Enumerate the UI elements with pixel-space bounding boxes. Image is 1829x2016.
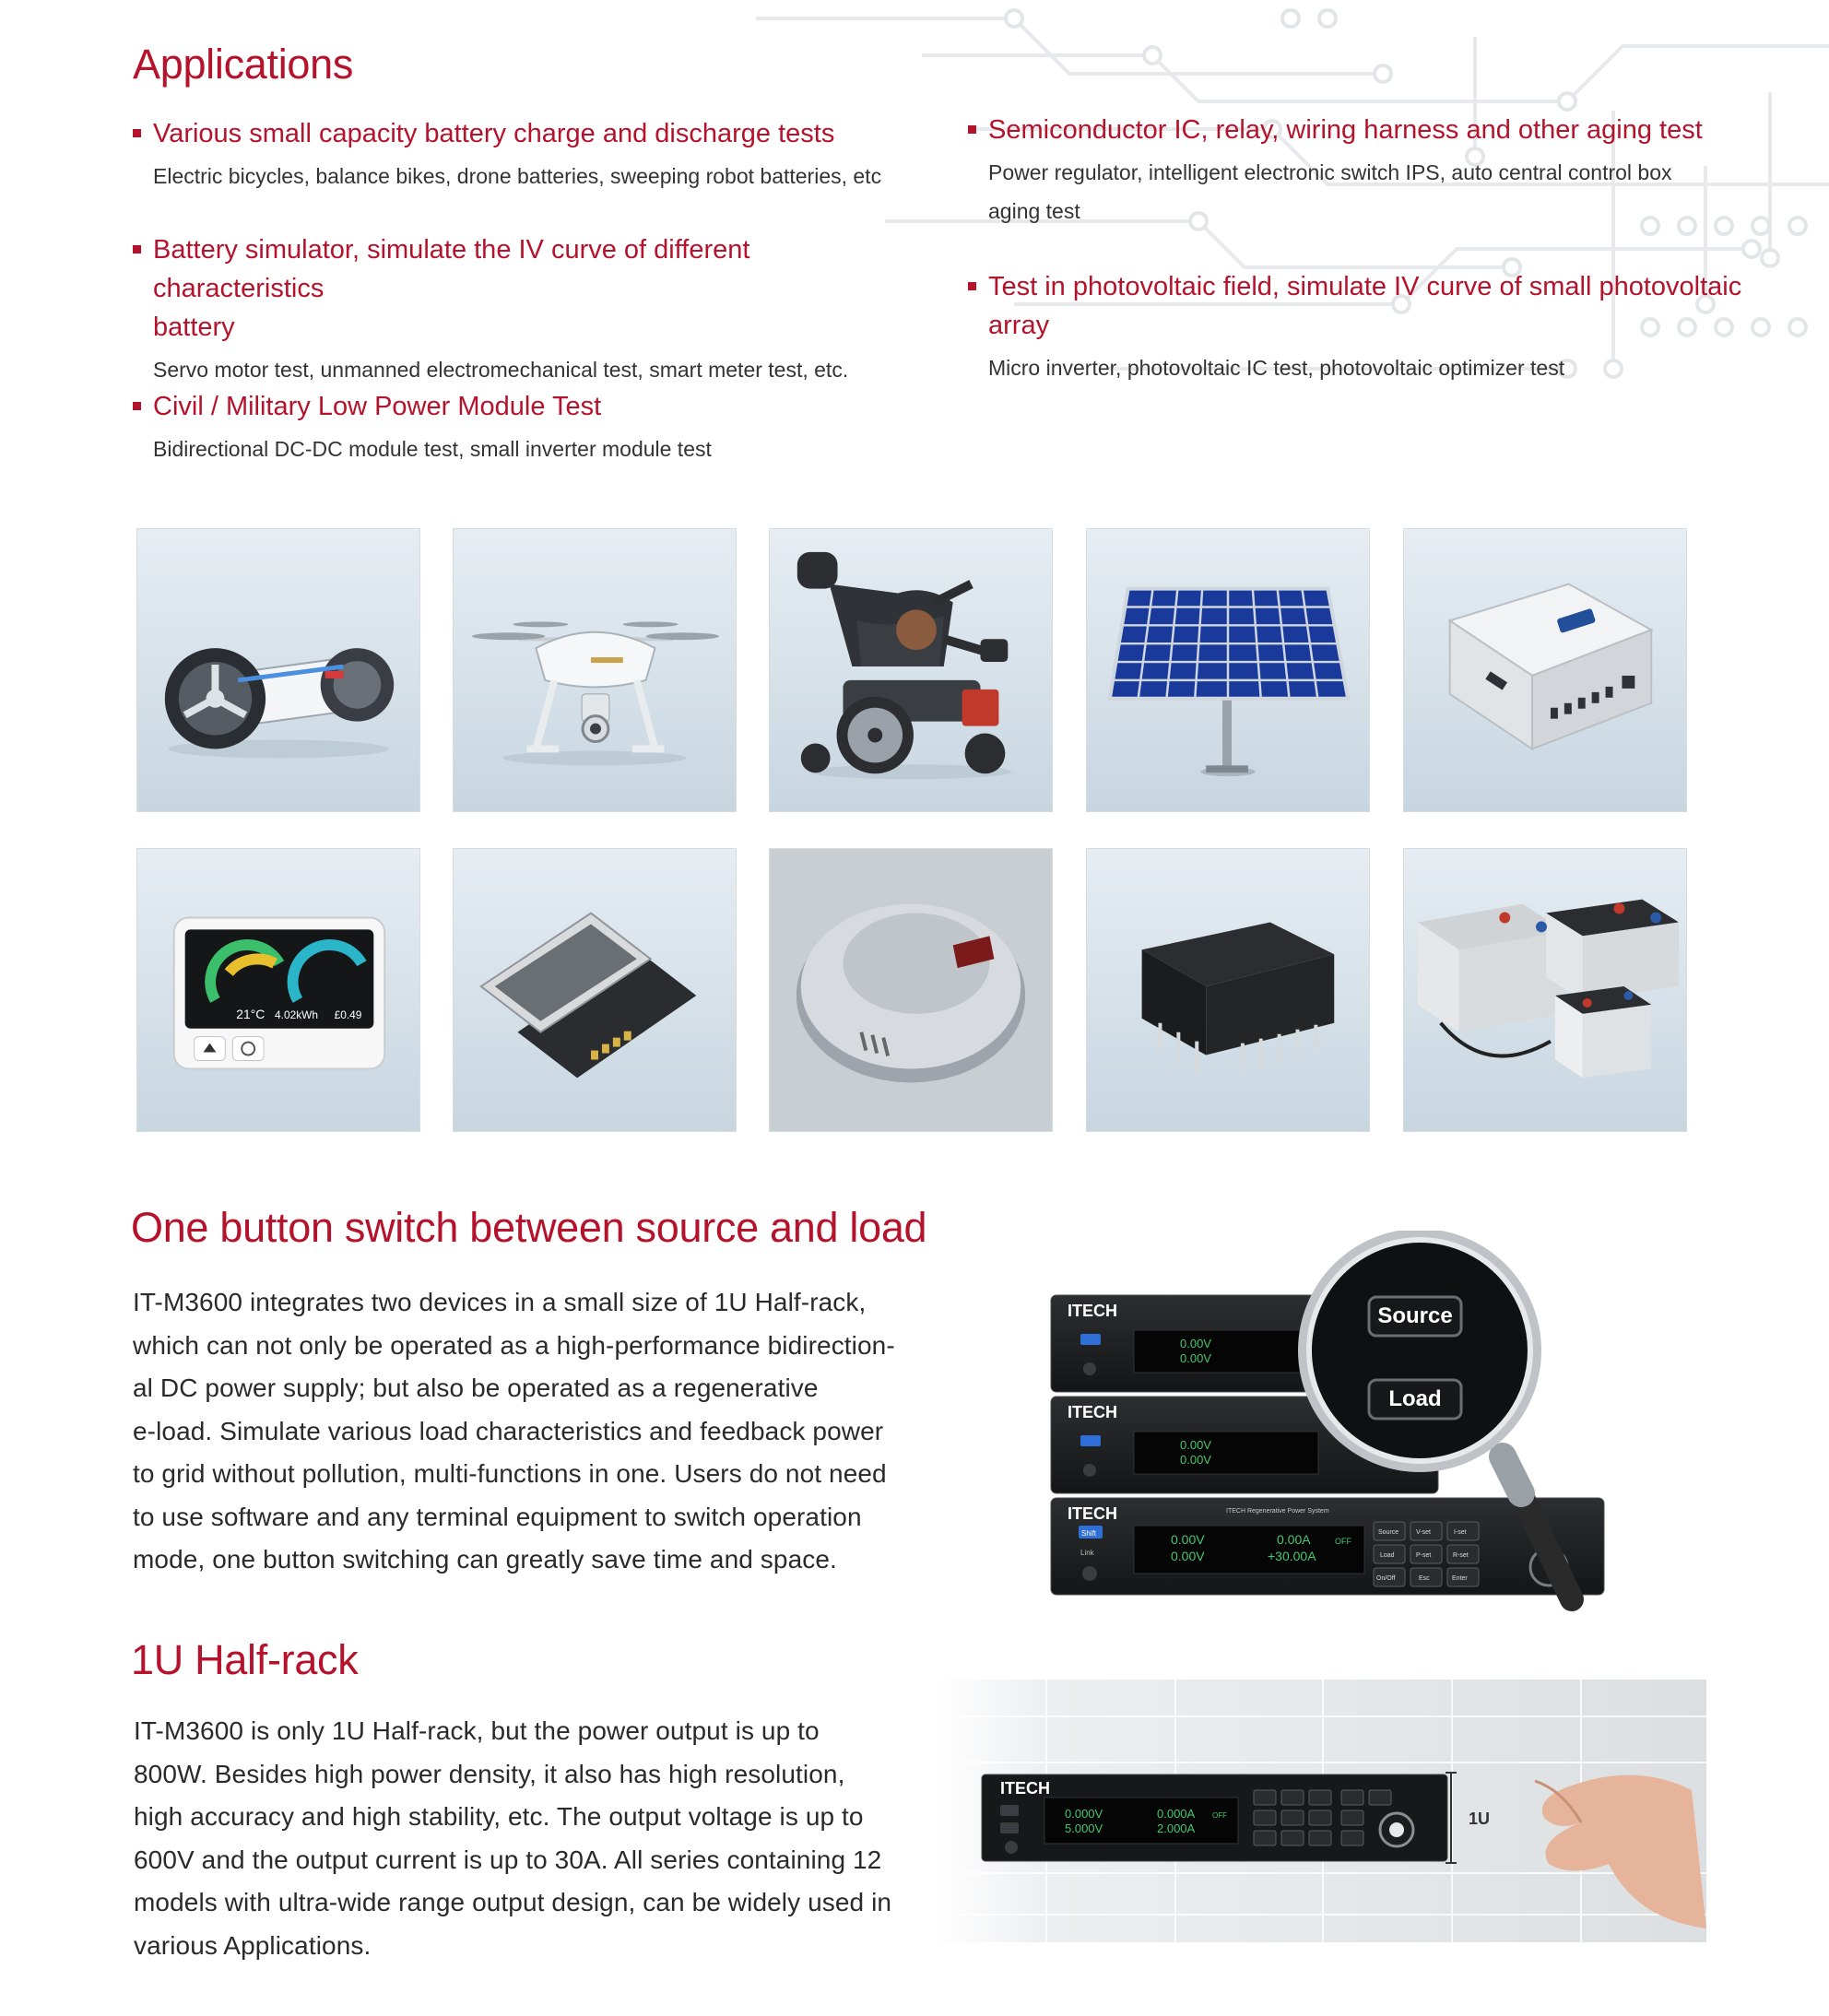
bullet-icon bbox=[133, 129, 141, 137]
meter-temperature: 21°C bbox=[236, 1006, 266, 1021]
paragraph-line: various Applications. bbox=[134, 1930, 372, 1960]
application-description: Electric bicycles, balance bikes, drone batteries, sweeping robot batteries, etc bbox=[153, 164, 882, 188]
stacked-instruments-image bbox=[1042, 1231, 1613, 1627]
svg-text:OFF: OFF bbox=[1212, 1811, 1227, 1820]
robot-vacuum-image bbox=[769, 848, 1053, 1132]
application-title: Test in photovoltaic field, simulate IV curve of small photovoltaic bbox=[988, 272, 1742, 301]
svg-text:Esc: Esc bbox=[1419, 1575, 1430, 1582]
half-rack-paragraph bbox=[134, 1710, 890, 1967]
solar-panel-image bbox=[1086, 528, 1370, 812]
application-description: Bidirectional DC-DC module test, small inverter module test bbox=[153, 437, 712, 461]
svg-text:Link: Link bbox=[1080, 1549, 1094, 1557]
application-title: battery bbox=[153, 312, 235, 342]
application-title: Various small capacity battery charge and discharge tests bbox=[153, 119, 835, 148]
svg-text:Source: Source bbox=[1378, 1529, 1399, 1536]
application-item bbox=[968, 111, 1761, 230]
paragraph-line: e-load. Simulate various load characteristics and feedback power bbox=[133, 1416, 884, 1445]
svg-text:0.00V: 0.00V bbox=[1171, 1549, 1205, 1563]
height-label: 1U bbox=[1469, 1810, 1491, 1828]
application-title: Semiconductor IC, relay, wiring harness and other aging test bbox=[988, 115, 1703, 145]
source-load-title: One button switch between source and load bbox=[131, 1204, 927, 1251]
svg-text:0.00V: 0.00V bbox=[1180, 1453, 1211, 1467]
svg-text:I-set: I-set bbox=[1454, 1529, 1467, 1536]
application-title: Battery simulator, simulate the IV curve of different characteristics bbox=[153, 235, 750, 303]
phone-battery-image bbox=[453, 848, 737, 1132]
paragraph-line: which can not only be operated as a high-performance bidirection- bbox=[133, 1330, 895, 1360]
application-item bbox=[133, 387, 926, 468]
bullet-icon bbox=[968, 282, 976, 290]
bullet-icon bbox=[968, 125, 976, 134]
application-description: Servo motor test, unmanned electromechanical test, smart meter test, etc. bbox=[153, 358, 849, 382]
smart-meter-image bbox=[136, 848, 420, 1132]
svg-text:0.000V: 0.000V bbox=[1065, 1807, 1103, 1821]
brand-logo: ITECH bbox=[1068, 1302, 1117, 1320]
svg-text:Load: Load bbox=[1380, 1552, 1395, 1559]
car-batteries-image bbox=[1403, 848, 1687, 1132]
application-description: aging test bbox=[988, 199, 1080, 223]
hoverboard-image bbox=[136, 528, 420, 812]
power-module-image bbox=[1086, 848, 1370, 1132]
paragraph-line: IT-M3600 is only 1U Half-rack, but the power output is up to bbox=[134, 1716, 820, 1745]
paragraph-line: IT-M3600 integrates two devices in a small size of 1U Half-rack, bbox=[133, 1288, 867, 1316]
svg-text:On/Off: On/Off bbox=[1376, 1575, 1396, 1582]
svg-text:0.00V: 0.00V bbox=[1180, 1438, 1211, 1452]
svg-text:+30.00A: +30.00A bbox=[1268, 1549, 1316, 1563]
source-key-label: Source bbox=[1377, 1303, 1453, 1328]
svg-text:0.00V: 0.00V bbox=[1180, 1337, 1211, 1350]
source-load-paragraph bbox=[133, 1281, 895, 1582]
meter-cost: £0.49 bbox=[334, 1008, 362, 1021]
inverter-box-image bbox=[1403, 528, 1687, 812]
svg-text:R-set: R-set bbox=[1453, 1552, 1469, 1559]
svg-text:Shift: Shift bbox=[1081, 1529, 1097, 1538]
meter-energy: 4.02kWh bbox=[275, 1008, 319, 1021]
svg-text:P-set: P-set bbox=[1416, 1552, 1432, 1559]
paragraph-line: models with ultra-wide range output design, can be widely used in bbox=[134, 1888, 892, 1916]
paragraph-line: al DC power supply; but also be operated as a regenerative bbox=[133, 1373, 819, 1402]
application-title: array bbox=[988, 311, 1050, 340]
load-key-label: Load bbox=[1388, 1386, 1442, 1411]
bullet-icon bbox=[133, 245, 141, 253]
half-rack-title: 1U Half-rack bbox=[131, 1636, 359, 1683]
svg-text:0.00V: 0.00V bbox=[1180, 1351, 1211, 1365]
svg-text:0.000A: 0.000A bbox=[1157, 1807, 1196, 1821]
application-item bbox=[133, 230, 926, 389]
paragraph-line: 800W. Besides high power density, it also has high resolution, bbox=[134, 1759, 845, 1788]
application-title: Civil / Military Low Power Module Test bbox=[153, 392, 602, 421]
paragraph-line: to use software and any terminal equipment to switch operation bbox=[133, 1502, 862, 1531]
application-description: Micro inverter, photovoltaic IC test, photovoltaic optimizer test bbox=[988, 356, 1565, 380]
svg-text:0.00V: 0.00V bbox=[1171, 1532, 1205, 1547]
half-rack-image bbox=[936, 1680, 1706, 1942]
svg-text:Enter: Enter bbox=[1452, 1575, 1468, 1582]
brand-logo: ITECH bbox=[1000, 1779, 1050, 1798]
svg-text:0.00A: 0.00A bbox=[1277, 1532, 1311, 1547]
model-text: ITECH Regenerative Power System bbox=[1226, 1508, 1329, 1515]
application-item bbox=[133, 114, 926, 195]
svg-text:ITECH: ITECH bbox=[1068, 1504, 1117, 1523]
application-item bbox=[968, 267, 1761, 387]
svg-text:OFF: OFF bbox=[1335, 1537, 1351, 1546]
applications-title: Applications bbox=[133, 41, 354, 88]
paragraph-line: mode, one button switching can greatly save time and space. bbox=[133, 1545, 837, 1574]
svg-text:ITECH: ITECH bbox=[1068, 1403, 1117, 1421]
paragraph-line: to grid without pollution, multi-functions in one. Users do not need bbox=[133, 1459, 887, 1488]
application-description: Power regulator, intelligent electronic switch IPS, auto central control box bbox=[988, 160, 1672, 184]
bullet-icon bbox=[133, 402, 141, 410]
paragraph-line: high accuracy and high stability, etc. The output voltage is up to bbox=[134, 1802, 864, 1831]
svg-text:V-set: V-set bbox=[1416, 1529, 1431, 1536]
electric-wheelchair-image bbox=[769, 528, 1053, 812]
paragraph-line: 600V and the output current is up to 30A. All series containing 12 bbox=[134, 1845, 882, 1874]
drone-image bbox=[453, 528, 737, 812]
svg-text:2.000A: 2.000A bbox=[1157, 1821, 1196, 1835]
svg-text:5.000V: 5.000V bbox=[1065, 1821, 1103, 1835]
